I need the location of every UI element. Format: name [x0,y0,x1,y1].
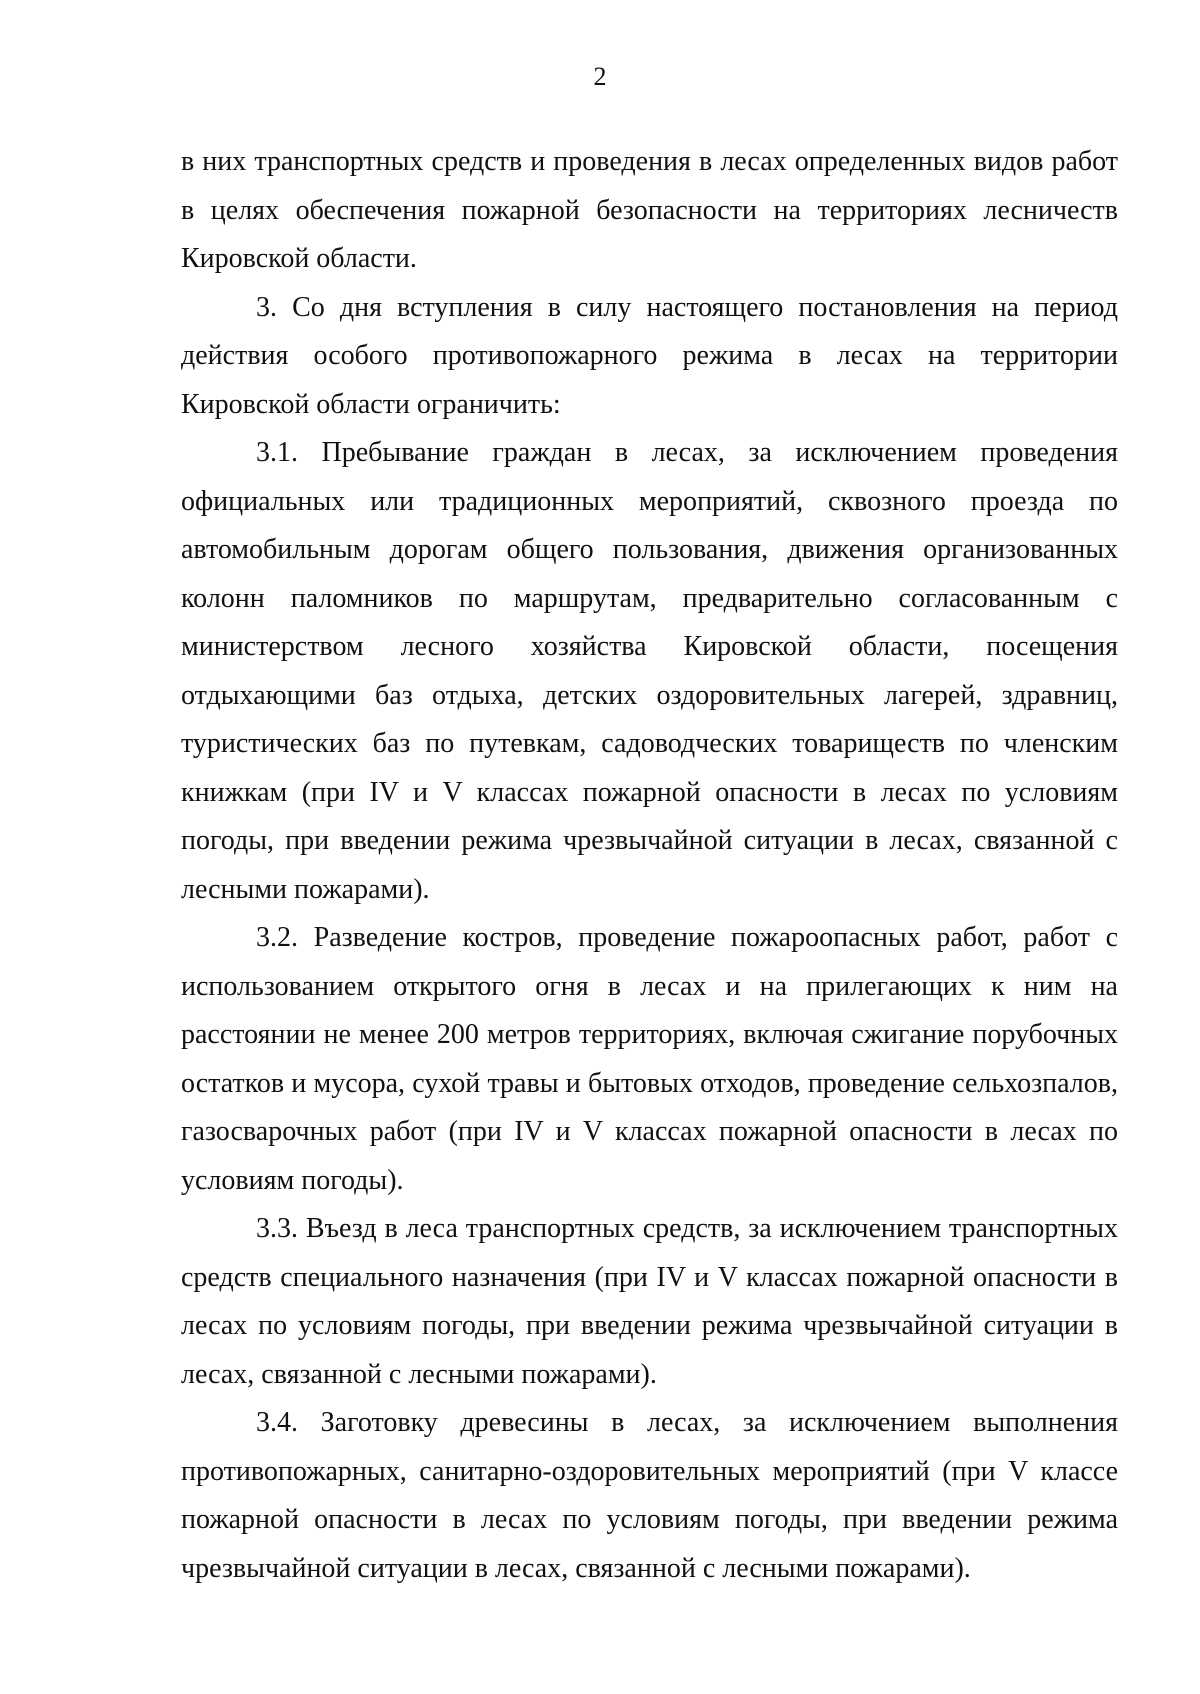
page-number: 2 [593,62,607,91]
paragraph-3-2: 3.2. Разведение костров, проведение пожароопасных работ, работ с использованием открытого огня в лесах и на прилегающих к ним на расстоянии не менее 200 метров территориях, включая сжигание порубочных остатков и мусора, сухой травы и бытовых отходов, проведение сельхозпалов, газосварочных работ (при IV и V классах пожарной опасности в лесах по условиям погоды). [181,922,1118,1196]
paragraph-3-4: 3.4. Заготовку древесины в лесах, за исключением выполнения противопожарных, санитарно-оздоровительных мероприятий (при V классе пожарной опасности в лесах по условиям погоды, при введении режима чрезвычайной ситуации в лесах, связанной с лесными пожарами). [181,1407,1118,1584]
paragraph-3-3: 3.3. Въезд в леса транспортных средств, за исключением транспортных средств специального назначения (при IV и V классах пожарной опасности в лесах по условиям погоды, при введении режима чрезвычайной ситуации в лесах, связанной с лесными пожарами). [181,1213,1118,1390]
paragraph-continuation: в них транспортных средств и проведения в лесах определенных видов работ в целях обеспечения пожарной безопасности на территориях лесничеств Кировской области. [181,146,1118,274]
document-body [181,138,1118,1593]
paragraph-3: 3. Со дня вступления в силу настоящего постановления на период действия особого противопожарного режима в лесах на территории Кировской области ограничить: [181,291,1118,420]
paragraph-3-1: 3.1. Пребывание граждан в лесах, за исключением проведения официальных или традиционных мероприятий, сквозного проезда по автомобильным дорогам общего пользования, движения организованных колонн паломников по маршрутам, предварительно согласованным с министерством лесного хозяйства Кировской области, посещения отдыхающими баз отдыха, детских оздоровительных лагерей, здравниц, туристических баз по путевкам, садоводческих товариществ по членским книжкам (при IV и V классах пожарной опасности в лесах по условиям погоды, при введении режима чрезвычайной ситуации в лесах, связанной с лесными пожарами). [181,437,1118,905]
